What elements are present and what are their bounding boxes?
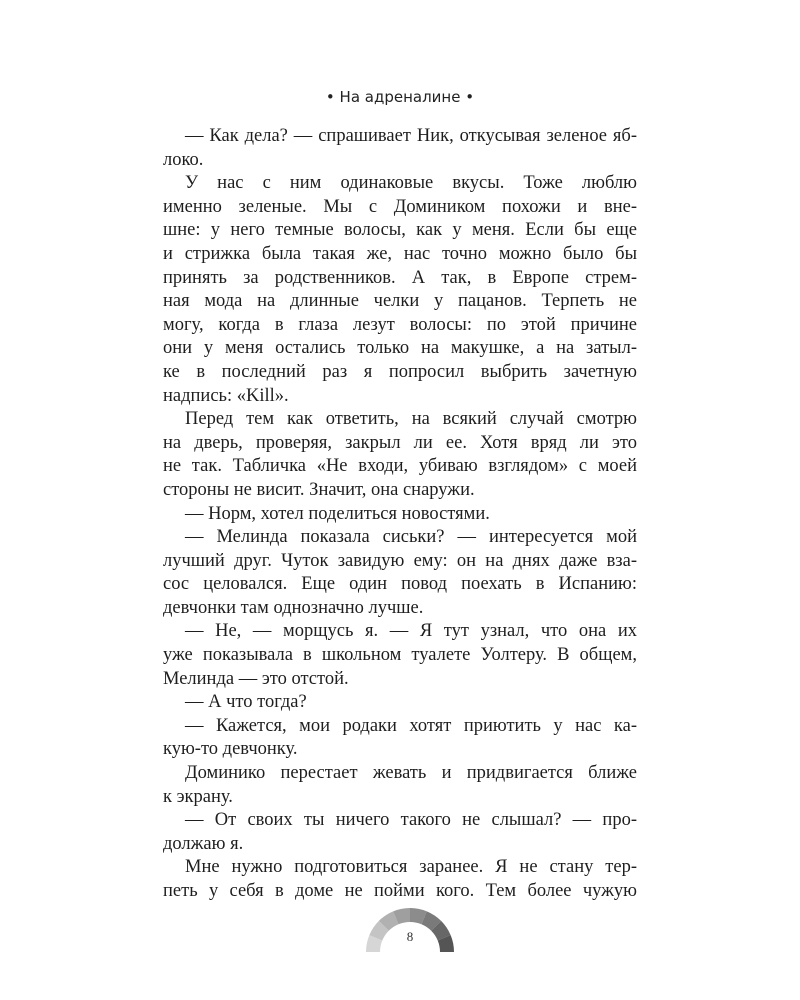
body-text: [163, 125, 637, 904]
text-line: — Не, — морщусь я. — Я тут узнал, что она их: [185, 621, 637, 642]
text-line: принять за родственников. А так, в Европе стрем-: [163, 267, 637, 288]
text-line: на дверь, проверяя, закрыл ли ее. Хотя вряд ли это: [163, 432, 637, 453]
text-line: — Мелинда показала сиськи? — интересуется мой: [185, 527, 637, 548]
text-line: — Кажется, мои родаки хотят приютить у нас ка-: [185, 715, 637, 736]
text-line: локо.: [163, 149, 204, 170]
text-line: сос целовался. Еще один повод поехать в Испанию:: [163, 574, 637, 595]
text-line: могу, когда в глаза лезут волосы: по этой причине: [163, 314, 637, 335]
text-line: девчонки там однозначно лучше.: [163, 597, 424, 618]
page-number: 8: [406, 929, 414, 944]
text-line: петь у себя в доме не пойми кого. Тем более чужую: [163, 881, 637, 901]
text-line: кую-то девчонку.: [163, 739, 298, 760]
text-line: и стрижка была такая же, нас точно можно было бы: [163, 243, 637, 264]
text-line: Мне нужно подготовиться заранее. Я не стану тер-: [185, 857, 637, 878]
text-line: Перед тем как ответить, на всякий случай смотрю: [185, 409, 637, 430]
text-line: — А что тогда?: [185, 692, 307, 713]
text-line: надпись: «Kill».: [163, 385, 289, 406]
text-line: Доминико перестает жевать и придвигается ближе: [185, 763, 637, 784]
text-line: уже показывала в школьном туалете Уолтеру. В общем,: [163, 645, 637, 666]
text-line: они у меня остались только на макушке, а на затыл-: [163, 338, 637, 359]
text-line: У нас с ним одинаковые вкусы. Тоже люблю: [185, 173, 637, 194]
text-line: лучший друг. Чуток завидую ему: он на днях даже вза-: [163, 550, 637, 571]
text-line: — Норм, хотел поделиться новостями.: [185, 503, 490, 524]
text-line: к экрану.: [163, 786, 233, 807]
text-line: стороны не висит. Значит, она снаружи.: [163, 479, 475, 500]
text-line: Мелинда — это отстой.: [163, 668, 349, 689]
text-line: ке в последний раз я попросил выбрить зачетную: [163, 361, 637, 382]
text-line: должаю я.: [163, 833, 244, 854]
running-title: • На адреналине •: [325, 88, 475, 106]
text-line: — От своих ты ничего такого не слышал? — про-: [185, 810, 637, 831]
text-line: ная мода на длинные челки у пацанов. Терпеть не: [163, 291, 637, 312]
text-line: не так. Табличка «Не входи, убиваю взглядом» с моей: [163, 456, 637, 477]
text-line: — Как дела? — спрашивает Ник, откусывая зеленое яб-: [185, 126, 637, 146]
text-line: именно зеленые. Мы с Домиником похожи и вне-: [163, 196, 637, 217]
text-line: шне: у него темные волосы, как у меня. Если бы еще: [163, 220, 637, 241]
